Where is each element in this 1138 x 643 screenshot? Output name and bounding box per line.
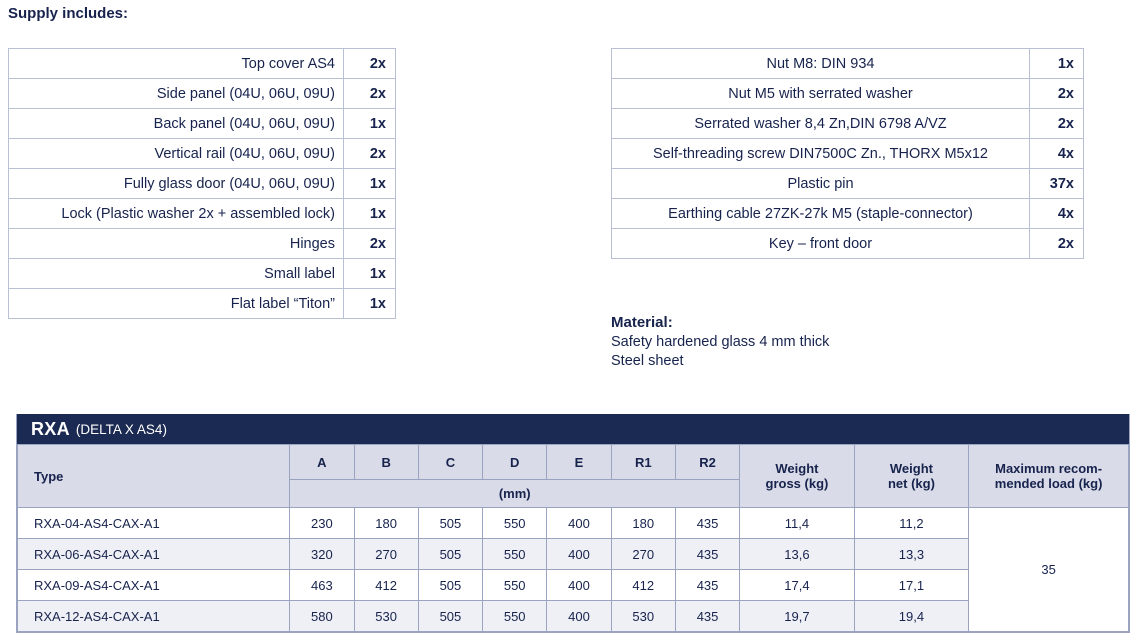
spec-cell-type: RXA-09-AS4-CAX-A1 [18,570,290,601]
supply-item-name: Lock (Plastic washer 2x + assembled lock) [9,199,344,229]
supply-item-name: Hinges [9,229,344,259]
supply-item-name: Small label [9,259,344,289]
supply-item-qty: 2x [1030,109,1084,139]
spec-col-weight-gross [740,445,855,508]
spec-col-max-load [969,445,1129,508]
spec-cell-c: 505 [418,570,482,601]
spec-cell-weight-net: 19,4 [854,601,969,632]
spec-header-row [18,445,1129,480]
supply-item-qty: 1x [344,259,396,289]
spec-cell-max-load: 35 [969,508,1129,632]
table-row [18,539,1129,570]
spec-cell-e: 400 [547,601,611,632]
supply-item-name: Nut M5 with serrated washer [612,79,1030,109]
supply-item-qty: 1x [344,169,396,199]
weight-gross-line1: Weight [775,461,819,476]
table-row [612,109,1084,139]
spec-cell-b: 180 [354,508,418,539]
table-row [9,259,396,289]
table-row [612,49,1084,79]
supply-item-qty: 2x [344,139,396,169]
weight-gross-line2: gross (kg) [765,476,829,491]
spec-cell-r1: 530 [611,601,675,632]
spec-cell-weight-gross: 11,4 [740,508,855,539]
spec-cell-r2: 435 [675,570,739,601]
table-row [9,229,396,259]
table-row [18,508,1129,539]
weight-net-line1: Weight [889,461,933,476]
spec-cell-e: 400 [547,539,611,570]
supply-item-qty: 4x [1030,139,1084,169]
table-row [612,199,1084,229]
spec-table-header [17,414,1129,444]
table-row [18,570,1129,601]
supply-right-table [611,48,1084,259]
spec-cell-weight-net: 11,2 [854,508,969,539]
spec-cell-b: 530 [354,601,418,632]
material-block [611,313,829,371]
supply-item-name: Key – front door [612,229,1030,259]
max-load-line2: mended load (kg) [994,476,1103,491]
supply-item-name: Serrated washer 8,4 Zn,DIN 6798 A/VZ [612,109,1030,139]
spec-col-type: Type [18,445,290,508]
table-row [612,169,1084,199]
spec-cell-a: 230 [290,508,354,539]
max-load-line1: Maximum recom- [995,461,1103,476]
spec-col-d: D [483,445,547,480]
table-row [612,229,1084,259]
spec-units-label: (mm) [290,480,740,508]
supply-item-qty: 1x [1030,49,1084,79]
spec-cell-weight-net: 17,1 [854,570,969,601]
spec-cell-weight-gross: 17,4 [740,570,855,601]
supply-item-qty: 2x [1030,229,1084,259]
supply-item-name: Vertical rail (04U, 06U, 09U) [9,139,344,169]
material-heading: Material: [611,314,673,331]
spec-cell-type: RXA-06-AS4-CAX-A1 [18,539,290,570]
spec-cell-type: RXA-04-AS4-CAX-A1 [18,508,290,539]
spec-cell-d: 550 [483,539,547,570]
spec-cell-c: 505 [418,601,482,632]
material-line: Safety hardened glass 4 mm thick [611,334,830,350]
spec-cell-e: 400 [547,508,611,539]
table-row [9,289,396,319]
spec-cell-d: 550 [483,601,547,632]
spec-cell-e: 400 [547,570,611,601]
spec-table [17,444,1129,632]
supply-item-name: Plastic pin [612,169,1030,199]
spec-cell-weight-gross: 13,6 [740,539,855,570]
spec-cell-r2: 435 [675,601,739,632]
spec-cell-type: RXA-12-AS4-CAX-A1 [18,601,290,632]
spec-cell-a: 463 [290,570,354,601]
spec-col-r2: R2 [675,445,739,480]
supply-left-table [8,48,396,319]
supply-item-name: Earthing cable 27ZK-27k M5 (staple-connector) [612,199,1030,229]
supply-item-name: Back panel (04U, 06U, 09U) [9,109,344,139]
table-row [9,169,396,199]
spec-cell-r1: 270 [611,539,675,570]
spec-cell-r2: 435 [675,508,739,539]
supply-item-name: Flat label “Titon” [9,289,344,319]
supply-item-name: Top cover AS4 [9,49,344,79]
spec-cell-r1: 412 [611,570,675,601]
spec-description: (DELTA X AS4) [75,421,167,437]
supply-item-qty: 1x [344,199,396,229]
weight-net-line2: net (kg) [887,476,935,491]
supply-item-qty: 1x [344,289,396,319]
spec-cell-d: 550 [483,570,547,601]
spec-col-r1: R1 [611,445,675,480]
spec-col-b: B [354,445,418,480]
table-row [18,601,1129,632]
supply-item-qty: 2x [344,229,396,259]
material-line: Steel sheet [611,353,684,369]
spec-cell-weight-gross: 19,7 [740,601,855,632]
table-row [9,139,396,169]
supply-item-qty: 4x [1030,199,1084,229]
supply-item-qty: 1x [344,109,396,139]
supply-item-qty: 2x [344,49,396,79]
table-row [9,79,396,109]
spec-cell-r1: 180 [611,508,675,539]
table-row [612,139,1084,169]
supply-includes-title: Supply includes: [8,5,129,22]
spec-cell-c: 505 [418,508,482,539]
spec-col-c: C [418,445,482,480]
spec-table-container [16,414,1130,633]
spec-cell-r2: 435 [675,539,739,570]
spec-cell-c: 505 [418,539,482,570]
supply-item-name: Nut M8: DIN 934 [612,49,1030,79]
spec-cell-a: 580 [290,601,354,632]
spec-col-a: A [290,445,354,480]
spec-cell-a: 320 [290,539,354,570]
table-row [9,109,396,139]
spec-cell-b: 412 [354,570,418,601]
spec-cell-d: 550 [483,508,547,539]
spec-col-weight-net [854,445,969,508]
table-row [9,199,396,229]
spec-cell-b: 270 [354,539,418,570]
supply-item-qty: 2x [344,79,396,109]
supply-item-name: Side panel (04U, 06U, 09U) [9,79,344,109]
supply-item-qty: 37x [1030,169,1084,199]
spec-cell-weight-net: 13,3 [854,539,969,570]
spec-col-e: E [547,445,611,480]
supply-item-qty: 2x [1030,79,1084,109]
spec-code: RXA [31,418,70,439]
table-row [9,49,396,79]
table-row [612,79,1084,109]
supply-item-name: Self-threading screw DIN7500C Zn., THORX M5x12 [612,139,1030,169]
supply-item-name: Fully glass door (04U, 06U, 09U) [9,169,344,199]
